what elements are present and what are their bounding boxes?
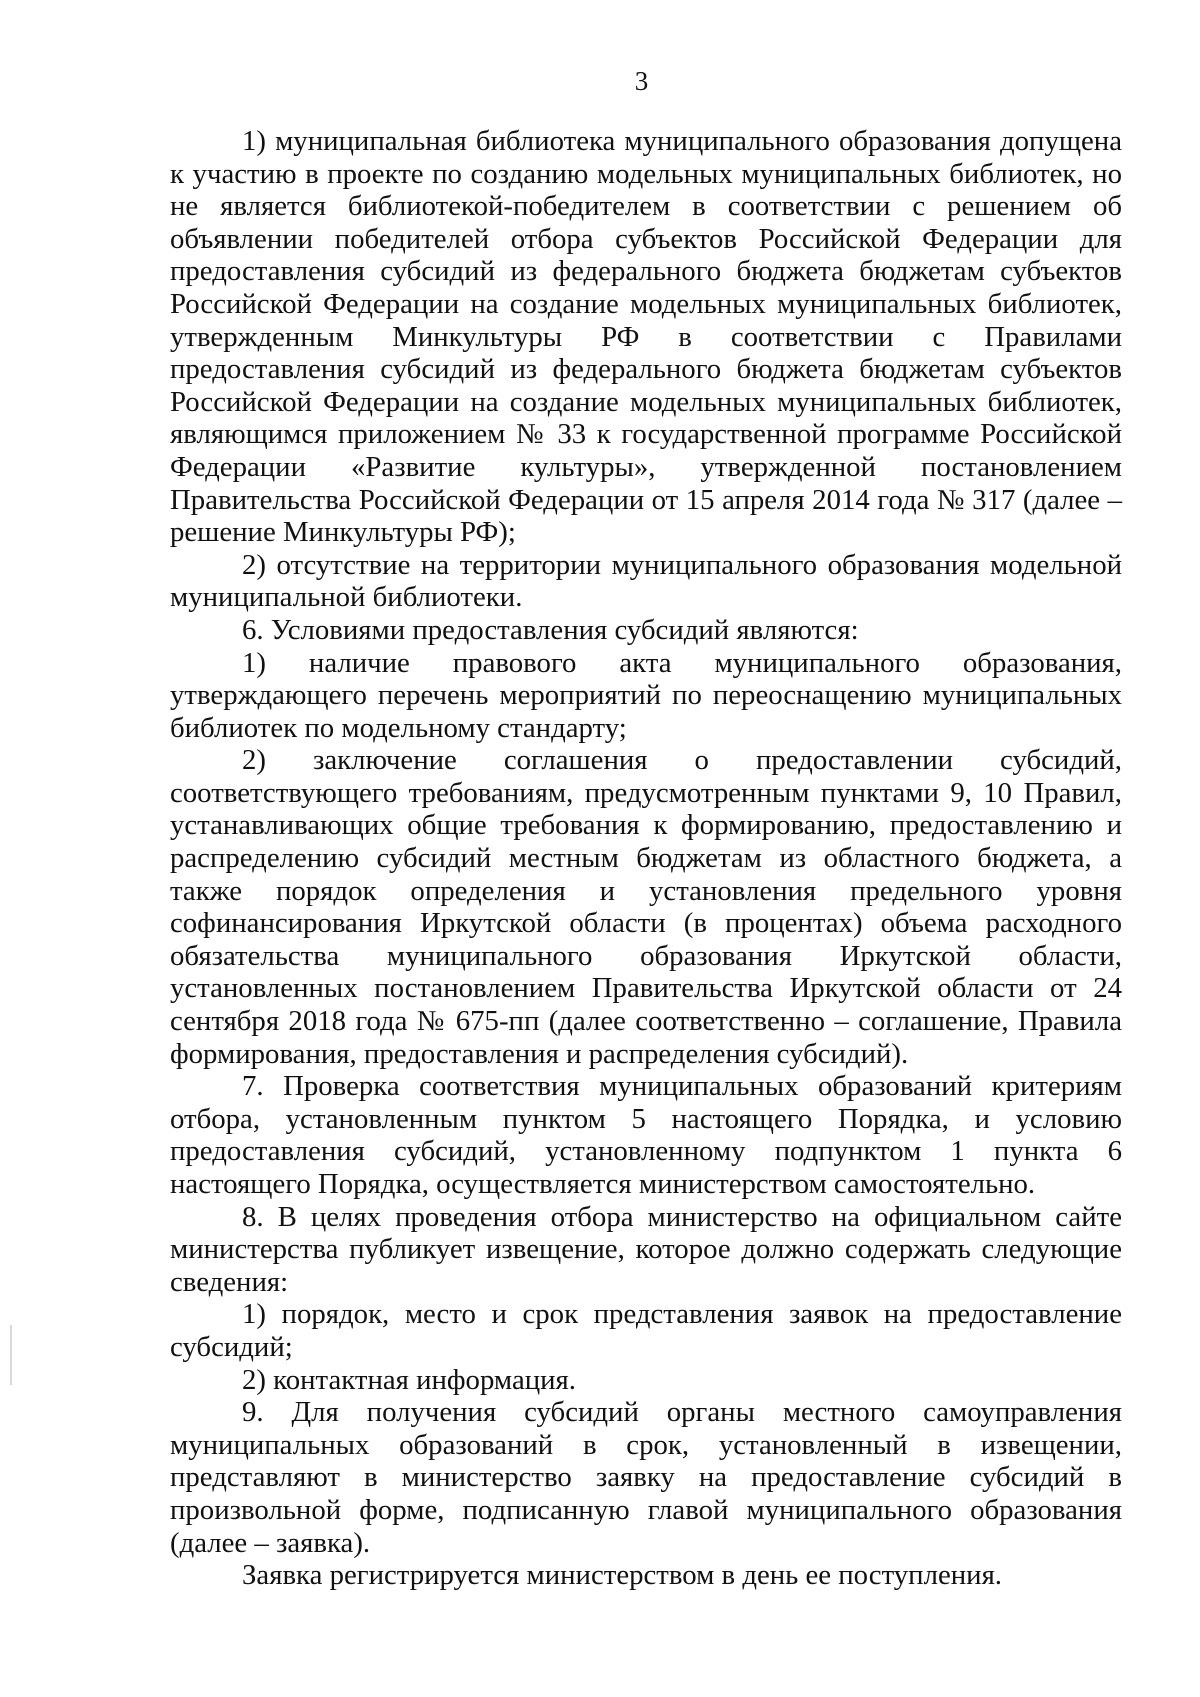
paragraph-criterion-1: 1) муниципальная библиотека муниципального образования допущена к участию в проекте по созданию модельных муниципальных библиотек, но не является библиотекой-победителем в соответствии с решением об объявлении победителей отбора субъектов Российской Федерации для предоставления субсидий из федерального бюджета бюджетам субъектов Российской Федерации на создание модельных муниципальных библиотек, утвержденным Минкультуры РФ в соответствии с Правилами предоставления субсидий из федерального бюджета бюджетам субъектов Российской Федерации на создание модельных муниципальных библиотек, являющимся приложением № 33 к государственной программе Российской Федерации «Развитие культуры», утвержденной постановлением Правительства Российской Федерации от 15 апреля 2014 года № 317 (далее – решение Минкультуры РФ);: [170, 125, 1122, 549]
page-number: 3: [634, 66, 649, 96]
paragraph-notice-item-2: 2) контактная информация.: [242, 1363, 576, 1396]
paragraph-condition-2: 2) заключение соглашения о предоставлении субсидий, соответствующего требованиям, предусмотренным пунктами 9, 10 Правил, устанавливающих общие требования к формированию, предоставлению и распределению субсидий местным бюджетам из областного бюджета, а также порядок определения и установления предельного уровня софинансирования Иркутской области (в процентах) объема расходного обязательства муниципального образования Иркутской области, установленных постановлением Правительства Иркутской области от 24 сентября 2018 года № 675-пп (далее соответственно – соглашение, Правила формирования, предоставления и распределения субсидий).: [170, 744, 1122, 1070]
paragraph-registration: Заявка регистрируется министерством в день ее поступления.: [242, 1559, 1003, 1592]
paragraph-section-7: 7. Проверка соответствия муниципальных образований критериям отбора, установленным пунктом 5 настоящего Порядка, и условию предоставления субсидий, установленному подпунктом 1 пункта 6 настоящего Порядка, осуществляется министерством самостоятельно.: [170, 1070, 1122, 1200]
paragraph-section-8: 8. В целях проведения отбора министерство на официальном сайте министерства публикует извещение, которое должно содержать следующие сведения:: [170, 1200, 1122, 1298]
paragraph-notice-item-1: 1) порядок, место и срок представления заявок на предоставление субсидий;: [170, 1298, 1122, 1363]
document-body: [170, 125, 1122, 1592]
scan-edge-mark: [10, 1325, 12, 1385]
paragraph-section-9: 9. Для получения субсидий органы местного самоуправления муниципальных образований в срок, установленный в извещении, представляют в министерство заявку на предоставление субсидий в произвольной форме, подписанную главой муниципального образования (далее – заявка).: [170, 1396, 1122, 1559]
paragraph-condition-1: 1) наличие правового акта муниципального образования, утверждающего перечень мероприятий по переоснащению муниципальных библиотек по модельному стандарту;: [170, 646, 1122, 744]
paragraph-section-6: 6. Условиями предоставления субсидий являются:: [242, 613, 859, 646]
paragraph-criterion-2: 2) отсутствие на территории муниципального образования модельной муниципальной библиотеки.: [170, 548, 1122, 614]
